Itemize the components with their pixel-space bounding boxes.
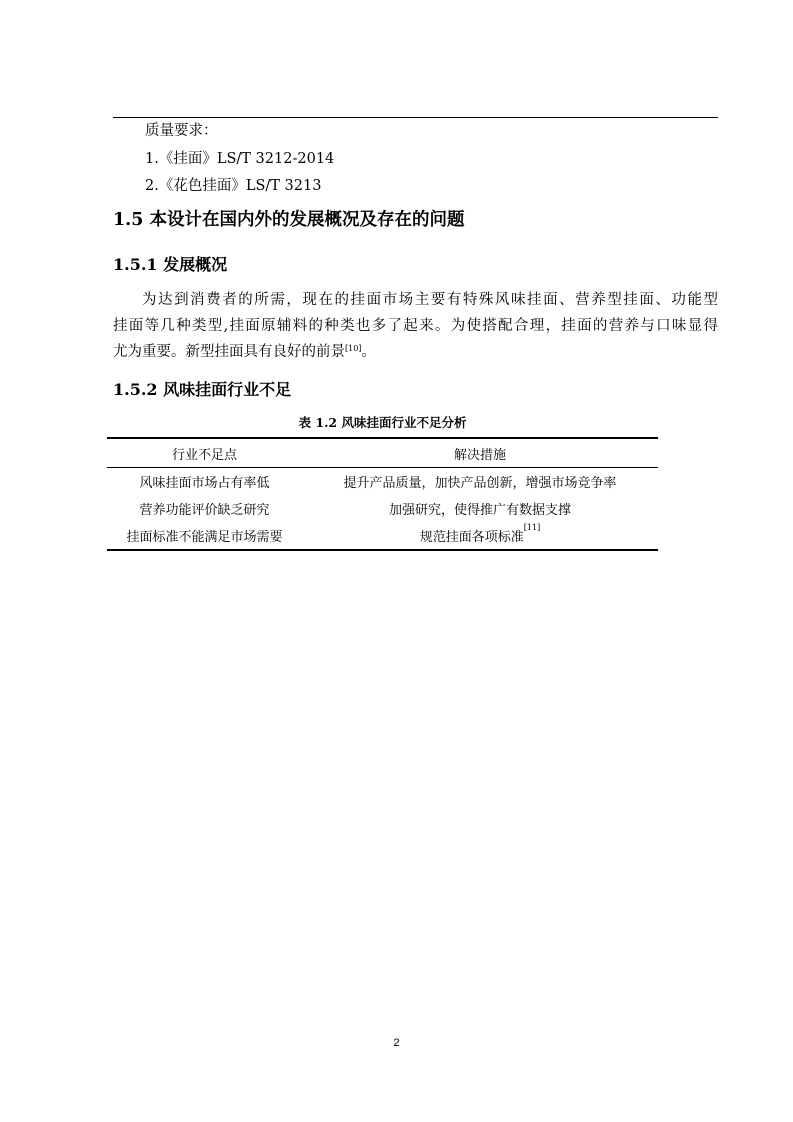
table-caption: 表 1.2 风味挂面行业不足分析 [298, 415, 467, 430]
paragraph-end-punctuation: 。 [361, 344, 376, 360]
table-cell-measure [302, 499, 658, 518]
paragraph-text: 尤为重要。新型挂面具有良好的前景 [113, 344, 345, 360]
table-row [107, 468, 658, 495]
section-heading: 1.5 本设计在国内外的发展概况及存在的问题 [113, 210, 465, 230]
table-cell-measure [302, 523, 658, 545]
measure-text: 加强研究，使得推广有数据支撑 [388, 503, 571, 518]
paragraph-line: 挂面等几种类型,挂面原辅料的种类也多了起来。为使搭配合理，挂面的营养与口味显得 [113, 318, 718, 334]
table-cell-issue: 风味挂面市场占有率低 [139, 476, 270, 491]
paragraph-line-last [113, 339, 718, 365]
citation-ref: [10] [345, 344, 362, 353]
header-rule [113, 117, 718, 118]
paragraph-line: 为达到消费者的所需，现在的挂面市场主要有特殊风味挂面、营养型挂面、功能型 [142, 292, 718, 308]
measure-text: 提升产品质量，加快产品创新，增强市场竞争率 [343, 476, 617, 491]
table-row [107, 522, 658, 549]
table-header-cell: 解决措施 [453, 447, 506, 463]
table-cell-measure [302, 472, 658, 491]
standard-item: 2.《花色挂面》LS/T 3213 [145, 178, 322, 194]
citation-ref: [11] [523, 523, 541, 532]
table-row [107, 495, 658, 522]
page-number: 2 [393, 1037, 400, 1049]
table-cell-issue: 挂面标准不能满足市场需要 [126, 530, 283, 545]
measure-text: 规范挂面各项标准 [419, 530, 524, 545]
subsection-heading-shortcomings: 1.5.2 风味挂面行业不足 [113, 380, 292, 399]
shortcomings-table [107, 437, 658, 551]
overview-paragraph [113, 287, 718, 365]
table-cell-issue: 营养功能评价缺乏研究 [139, 503, 270, 518]
table-header-row [107, 439, 658, 468]
standard-item: 1.《挂面》LS/T 3212-2014 [145, 151, 335, 167]
quality-requirements-label: 质量要求： [145, 123, 218, 139]
table-header-cell: 行业不足点 [171, 447, 237, 463]
subsection-heading-overview: 1.5.1 发展概况 [113, 255, 228, 274]
